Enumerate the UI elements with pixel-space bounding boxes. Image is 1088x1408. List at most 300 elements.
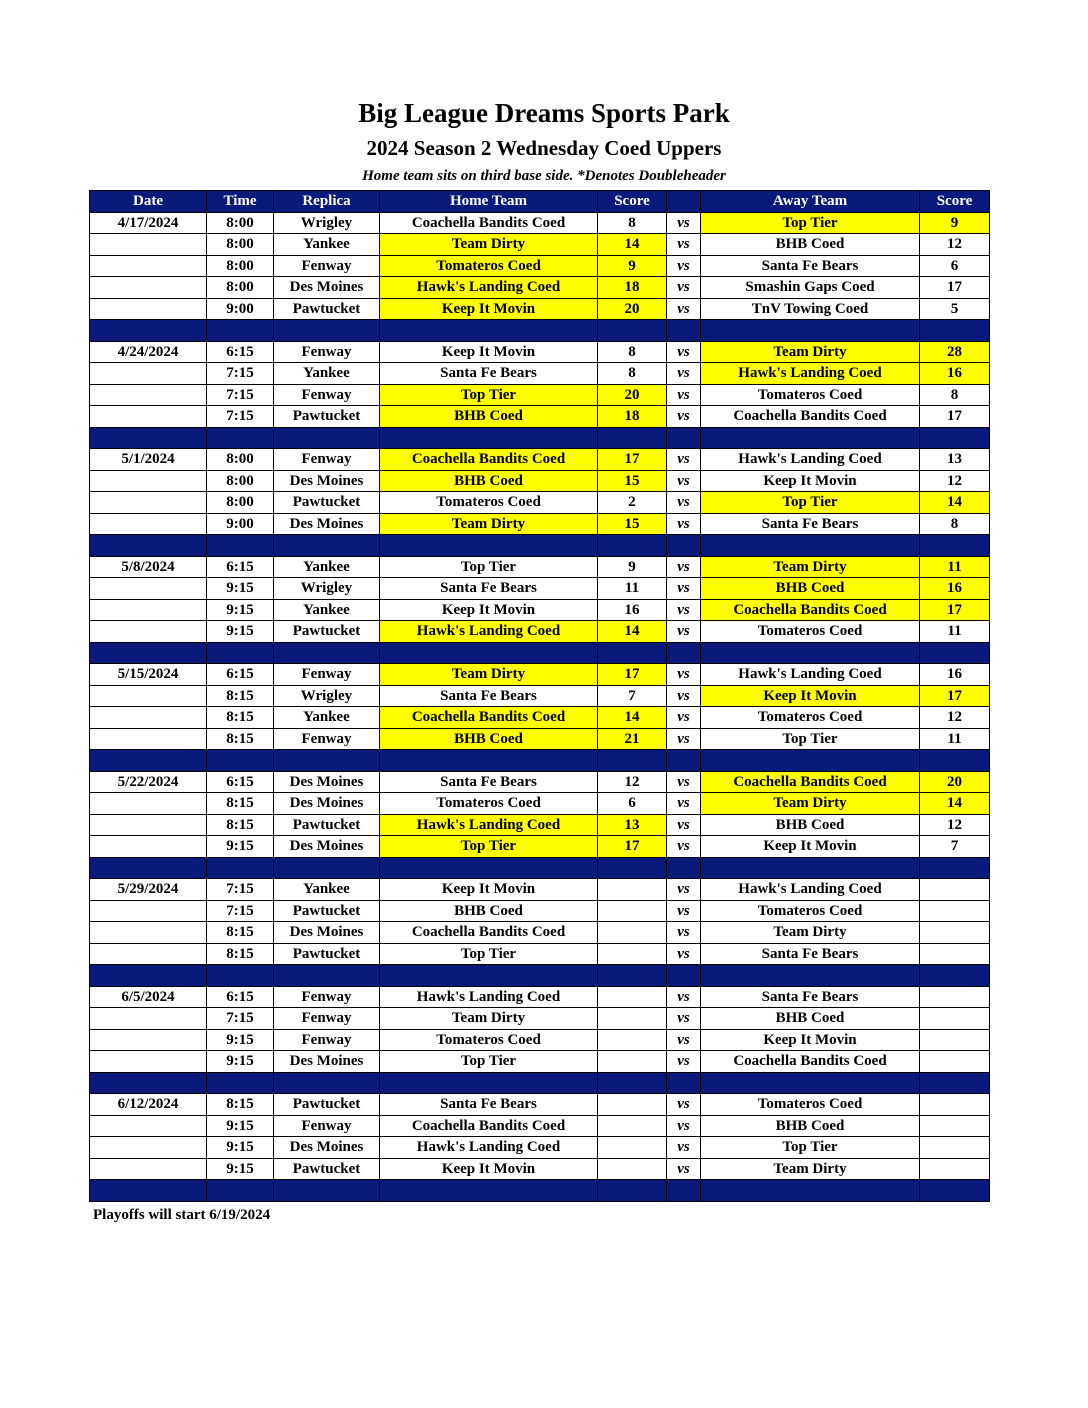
cell-replica: Pawtucket	[274, 298, 380, 320]
cell-date	[90, 255, 207, 277]
cell-away-team: Top Tier	[701, 212, 920, 234]
cell-home-score: 8	[598, 363, 667, 385]
cell-home-score: 15	[598, 513, 667, 535]
cell-time: 8:00	[207, 449, 274, 471]
separator-cell	[701, 750, 920, 772]
cell-away-score: 16	[920, 664, 990, 686]
cell-vs: vs	[667, 255, 701, 277]
cell-time: 9:15	[207, 1115, 274, 1137]
page-note: Home team sits on third base side. *Denotes Doubleheader	[362, 168, 726, 184]
cell-away-team: Top Tier	[701, 728, 920, 750]
cell-time: 6:15	[207, 556, 274, 578]
cell-time: 9:15	[207, 599, 274, 621]
cell-away-team: Tomateros Coed	[701, 384, 920, 406]
cell-vs: vs	[667, 277, 701, 299]
cell-away-team: Team Dirty	[701, 1158, 920, 1180]
cell-vs: vs	[667, 793, 701, 815]
cell-time: 7:15	[207, 900, 274, 922]
cell-replica: Yankee	[274, 556, 380, 578]
cell-home-team: BHB Coed	[380, 900, 598, 922]
cell-vs: vs	[667, 986, 701, 1008]
table-row	[90, 814, 990, 836]
separator-cell	[380, 427, 598, 449]
cell-vs: vs	[667, 621, 701, 643]
cell-home-team: Hawk's Landing Coed	[380, 621, 598, 643]
cell-home-team: Team Dirty	[380, 234, 598, 256]
cell-away-team: BHB Coed	[701, 814, 920, 836]
cell-away-score	[920, 879, 990, 901]
col-header-home-team: Home Team	[380, 191, 598, 213]
table-row	[90, 771, 990, 793]
cell-date: 4/24/2024	[90, 341, 207, 363]
cell-date	[90, 578, 207, 600]
col-header-replica: Replica	[274, 191, 380, 213]
cell-away-team: Coachella Bandits Coed	[701, 771, 920, 793]
cell-date	[90, 406, 207, 428]
cell-away-score: 28	[920, 341, 990, 363]
week-separator-row	[90, 427, 990, 449]
cell-home-score: 16	[598, 599, 667, 621]
table-row	[90, 1094, 990, 1116]
cell-vs: vs	[667, 836, 701, 858]
table-header-row	[90, 191, 990, 213]
cell-time: 6:15	[207, 986, 274, 1008]
cell-home-score	[598, 1008, 667, 1030]
cell-date	[90, 492, 207, 514]
cell-away-score: 12	[920, 707, 990, 729]
cell-time: 7:15	[207, 384, 274, 406]
cell-vs: vs	[667, 1029, 701, 1051]
table-row	[90, 384, 990, 406]
cell-replica: Fenway	[274, 1008, 380, 1030]
separator-cell	[920, 642, 990, 664]
cell-home-team: Santa Fe Bears	[380, 1094, 598, 1116]
cell-home-team: BHB Coed	[380, 470, 598, 492]
cell-date: 6/5/2024	[90, 986, 207, 1008]
cell-home-score: 12	[598, 771, 667, 793]
table-row	[90, 664, 990, 686]
cell-away-team: Santa Fe Bears	[701, 513, 920, 535]
week-separator-row	[90, 857, 990, 879]
separator-cell	[598, 965, 667, 987]
cell-date	[90, 621, 207, 643]
cell-replica: Fenway	[274, 664, 380, 686]
separator-cell	[667, 750, 701, 772]
separator-cell	[207, 320, 274, 342]
separator-cell	[598, 1072, 667, 1094]
separator-cell	[667, 642, 701, 664]
cell-away-score	[920, 900, 990, 922]
cell-home-score: 18	[598, 406, 667, 428]
cell-vs: vs	[667, 943, 701, 965]
table-row	[90, 1137, 990, 1159]
cell-home-score	[598, 1158, 667, 1180]
cell-vs: vs	[667, 406, 701, 428]
cell-home-team: Hawk's Landing Coed	[380, 277, 598, 299]
cell-home-team: Team Dirty	[380, 513, 598, 535]
separator-cell	[274, 750, 380, 772]
cell-away-score: 12	[920, 470, 990, 492]
table-row	[90, 1029, 990, 1051]
cell-home-team: Keep It Movin	[380, 599, 598, 621]
separator-cell	[274, 535, 380, 557]
cell-away-team: Tomateros Coed	[701, 621, 920, 643]
cell-replica: Pawtucket	[274, 1158, 380, 1180]
cell-vs: vs	[667, 298, 701, 320]
cell-time: 8:15	[207, 814, 274, 836]
week-separator-row	[90, 535, 990, 557]
separator-cell	[380, 642, 598, 664]
cell-vs: vs	[667, 1008, 701, 1030]
separator-cell	[598, 1180, 667, 1202]
cell-date: 5/15/2024	[90, 664, 207, 686]
table-row	[90, 621, 990, 643]
cell-replica: Fenway	[274, 1115, 380, 1137]
separator-cell	[667, 427, 701, 449]
separator-cell	[207, 857, 274, 879]
separator-cell	[920, 1180, 990, 1202]
col-header-away-score: Score	[920, 191, 990, 213]
cell-date	[90, 1029, 207, 1051]
cell-date	[90, 1051, 207, 1073]
cell-vs: vs	[667, 664, 701, 686]
separator-cell	[274, 1180, 380, 1202]
separator-cell	[274, 965, 380, 987]
cell-home-score: 20	[598, 384, 667, 406]
cell-home-team: BHB Coed	[380, 406, 598, 428]
cell-time: 6:15	[207, 664, 274, 686]
cell-time: 8:15	[207, 943, 274, 965]
schedule-table	[89, 190, 990, 1202]
cell-away-team: Tomateros Coed	[701, 900, 920, 922]
cell-time: 9:15	[207, 1158, 274, 1180]
cell-home-score: 15	[598, 470, 667, 492]
separator-cell	[667, 320, 701, 342]
cell-date	[90, 922, 207, 944]
cell-home-score: 18	[598, 277, 667, 299]
cell-replica: Pawtucket	[274, 492, 380, 514]
cell-away-score: 12	[920, 814, 990, 836]
cell-time: 9:15	[207, 836, 274, 858]
cell-home-team: Coachella Bandits Coed	[380, 212, 598, 234]
cell-away-score: 17	[920, 277, 990, 299]
cell-home-score	[598, 943, 667, 965]
cell-away-team: BHB Coed	[701, 1115, 920, 1137]
cell-home-score: 13	[598, 814, 667, 836]
cell-vs: vs	[667, 771, 701, 793]
cell-home-score: 14	[598, 234, 667, 256]
cell-home-score	[598, 1137, 667, 1159]
cell-replica: Pawtucket	[274, 900, 380, 922]
cell-replica: Yankee	[274, 599, 380, 621]
table-row	[90, 556, 990, 578]
table-row	[90, 470, 990, 492]
cell-vs: vs	[667, 1051, 701, 1073]
cell-home-team: Hawk's Landing Coed	[380, 986, 598, 1008]
separator-cell	[598, 535, 667, 557]
cell-replica: Yankee	[274, 363, 380, 385]
cell-away-team: Santa Fe Bears	[701, 943, 920, 965]
cell-replica: Fenway	[274, 1029, 380, 1051]
cell-home-team: Santa Fe Bears	[380, 578, 598, 600]
cell-away-team: Top Tier	[701, 1137, 920, 1159]
cell-replica: Wrigley	[274, 685, 380, 707]
cell-time: 9:00	[207, 513, 274, 535]
table-row	[90, 449, 990, 471]
separator-cell	[274, 427, 380, 449]
cell-date	[90, 728, 207, 750]
separator-cell	[90, 427, 207, 449]
cell-date: 4/17/2024	[90, 212, 207, 234]
table-row	[90, 363, 990, 385]
cell-away-team: Keep It Movin	[701, 470, 920, 492]
col-header-time: Time	[207, 191, 274, 213]
cell-away-score: 11	[920, 621, 990, 643]
separator-cell	[598, 427, 667, 449]
separator-cell	[90, 535, 207, 557]
cell-home-score: 14	[598, 707, 667, 729]
cell-vs: vs	[667, 685, 701, 707]
separator-cell	[667, 1180, 701, 1202]
cell-home-score: 14	[598, 621, 667, 643]
cell-home-score: 8	[598, 212, 667, 234]
cell-replica: Des Moines	[274, 836, 380, 858]
cell-away-team: Team Dirty	[701, 922, 920, 944]
cell-vs: vs	[667, 578, 701, 600]
cell-time: 9:15	[207, 621, 274, 643]
cell-vs: vs	[667, 900, 701, 922]
table-row	[90, 298, 990, 320]
cell-vs: vs	[667, 556, 701, 578]
cell-vs: vs	[667, 470, 701, 492]
cell-time: 6:15	[207, 341, 274, 363]
cell-replica: Yankee	[274, 879, 380, 901]
cell-home-score: 11	[598, 578, 667, 600]
cell-home-score	[598, 879, 667, 901]
cell-replica: Fenway	[274, 986, 380, 1008]
cell-home-team: Tomateros Coed	[380, 492, 598, 514]
cell-home-team: Tomateros Coed	[380, 1029, 598, 1051]
cell-home-team: Santa Fe Bears	[380, 771, 598, 793]
separator-cell	[920, 857, 990, 879]
cell-time: 7:15	[207, 363, 274, 385]
cell-date	[90, 234, 207, 256]
cell-away-score: 7	[920, 836, 990, 858]
cell-time: 8:00	[207, 255, 274, 277]
separator-cell	[90, 1072, 207, 1094]
cell-vs: vs	[667, 1094, 701, 1116]
cell-date: 5/8/2024	[90, 556, 207, 578]
cell-away-score	[920, 1051, 990, 1073]
cell-time: 8:15	[207, 793, 274, 815]
cell-home-team: Tomateros Coed	[380, 793, 598, 815]
cell-vs: vs	[667, 449, 701, 471]
separator-cell	[920, 535, 990, 557]
cell-vs: vs	[667, 1115, 701, 1137]
cell-home-team: Top Tier	[380, 943, 598, 965]
week-separator-row	[90, 642, 990, 664]
separator-cell	[207, 535, 274, 557]
cell-away-score	[920, 986, 990, 1008]
cell-away-team: Team Dirty	[701, 341, 920, 363]
separator-cell	[701, 1180, 920, 1202]
separator-cell	[920, 965, 990, 987]
cell-home-team: Team Dirty	[380, 664, 598, 686]
cell-replica: Wrigley	[274, 212, 380, 234]
cell-date: 5/1/2024	[90, 449, 207, 471]
week-separator-row	[90, 965, 990, 987]
cell-time: 9:15	[207, 1137, 274, 1159]
cell-away-score: 11	[920, 556, 990, 578]
separator-cell	[274, 642, 380, 664]
separator-cell	[207, 1072, 274, 1094]
separator-cell	[90, 857, 207, 879]
cell-away-team: BHB Coed	[701, 578, 920, 600]
cell-away-score: 8	[920, 513, 990, 535]
cell-home-score	[598, 900, 667, 922]
cell-home-score: 21	[598, 728, 667, 750]
cell-replica: Des Moines	[274, 771, 380, 793]
cell-home-team: Keep It Movin	[380, 1158, 598, 1180]
cell-vs: vs	[667, 363, 701, 385]
cell-away-team: Tomateros Coed	[701, 707, 920, 729]
cell-replica: Fenway	[274, 449, 380, 471]
cell-time: 8:15	[207, 1094, 274, 1116]
separator-cell	[920, 1072, 990, 1094]
cell-date	[90, 685, 207, 707]
cell-date	[90, 1115, 207, 1137]
cell-away-team: Coachella Bandits Coed	[701, 406, 920, 428]
separator-cell	[598, 320, 667, 342]
cell-home-score: 6	[598, 793, 667, 815]
separator-cell	[90, 642, 207, 664]
separator-cell	[207, 427, 274, 449]
cell-date	[90, 277, 207, 299]
cell-home-team: Top Tier	[380, 556, 598, 578]
separator-cell	[701, 1072, 920, 1094]
separator-cell	[207, 642, 274, 664]
cell-time: 9:15	[207, 1029, 274, 1051]
table-row	[90, 1008, 990, 1030]
cell-home-team: Keep It Movin	[380, 298, 598, 320]
cell-home-team: Tomateros Coed	[380, 255, 598, 277]
separator-cell	[380, 535, 598, 557]
separator-cell	[598, 642, 667, 664]
cell-away-team: Tomateros Coed	[701, 1094, 920, 1116]
cell-home-score	[598, 986, 667, 1008]
cell-replica: Wrigley	[274, 578, 380, 600]
separator-cell	[207, 965, 274, 987]
cell-time: 7:15	[207, 406, 274, 428]
separator-cell	[274, 857, 380, 879]
cell-away-score: 12	[920, 234, 990, 256]
separator-cell	[598, 750, 667, 772]
cell-replica: Des Moines	[274, 277, 380, 299]
cell-home-team: Hawk's Landing Coed	[380, 1137, 598, 1159]
table-row	[90, 578, 990, 600]
cell-home-score: 9	[598, 556, 667, 578]
cell-replica: Des Moines	[274, 470, 380, 492]
cell-date	[90, 384, 207, 406]
separator-cell	[667, 965, 701, 987]
separator-cell	[667, 1072, 701, 1094]
cell-away-team: Coachella Bandits Coed	[701, 599, 920, 621]
cell-vs: vs	[667, 212, 701, 234]
cell-away-team: Hawk's Landing Coed	[701, 363, 920, 385]
cell-date	[90, 363, 207, 385]
cell-away-team: Santa Fe Bears	[701, 255, 920, 277]
cell-away-score	[920, 922, 990, 944]
cell-away-score: 17	[920, 599, 990, 621]
cell-home-team: Coachella Bandits Coed	[380, 922, 598, 944]
separator-cell	[90, 750, 207, 772]
cell-home-score: 20	[598, 298, 667, 320]
cell-vs: vs	[667, 879, 701, 901]
separator-cell	[701, 535, 920, 557]
cell-home-score	[598, 1115, 667, 1137]
table-row	[90, 836, 990, 858]
cell-away-team: Keep It Movin	[701, 685, 920, 707]
cell-vs: vs	[667, 234, 701, 256]
cell-away-score	[920, 1158, 990, 1180]
cell-vs: vs	[667, 1137, 701, 1159]
table-row	[90, 728, 990, 750]
cell-time: 8:15	[207, 685, 274, 707]
table-row	[90, 406, 990, 428]
week-separator-row	[90, 1072, 990, 1094]
separator-cell	[667, 857, 701, 879]
cell-home-score	[598, 922, 667, 944]
cell-time: 8:15	[207, 707, 274, 729]
cell-home-score: 17	[598, 664, 667, 686]
cell-home-team: Santa Fe Bears	[380, 685, 598, 707]
cell-home-team: Santa Fe Bears	[380, 363, 598, 385]
table-row	[90, 707, 990, 729]
cell-vs: vs	[667, 513, 701, 535]
cell-time: 8:00	[207, 212, 274, 234]
week-separator-row	[90, 320, 990, 342]
separator-cell	[701, 427, 920, 449]
table-row	[90, 277, 990, 299]
cell-replica: Des Moines	[274, 1137, 380, 1159]
cell-home-team: Team Dirty	[380, 1008, 598, 1030]
cell-date: 5/29/2024	[90, 879, 207, 901]
separator-cell	[701, 857, 920, 879]
cell-away-score	[920, 1115, 990, 1137]
cell-date	[90, 814, 207, 836]
cell-away-score: 13	[920, 449, 990, 471]
cell-time: 6:15	[207, 771, 274, 793]
cell-away-score: 17	[920, 406, 990, 428]
cell-time: 8:15	[207, 728, 274, 750]
separator-cell	[207, 750, 274, 772]
page-title: Big League Dreams Sports Park	[358, 98, 730, 128]
cell-home-score	[598, 1029, 667, 1051]
separator-cell	[701, 965, 920, 987]
cell-time: 9:15	[207, 1051, 274, 1073]
cell-time: 8:00	[207, 277, 274, 299]
cell-home-team: Coachella Bandits Coed	[380, 1115, 598, 1137]
cell-time: 8:00	[207, 492, 274, 514]
week-separator-row	[90, 1180, 990, 1202]
cell-away-score	[920, 1094, 990, 1116]
cell-date	[90, 1137, 207, 1159]
cell-replica: Fenway	[274, 728, 380, 750]
cell-date	[90, 900, 207, 922]
cell-home-score: 2	[598, 492, 667, 514]
cell-date	[90, 707, 207, 729]
separator-cell	[380, 1180, 598, 1202]
